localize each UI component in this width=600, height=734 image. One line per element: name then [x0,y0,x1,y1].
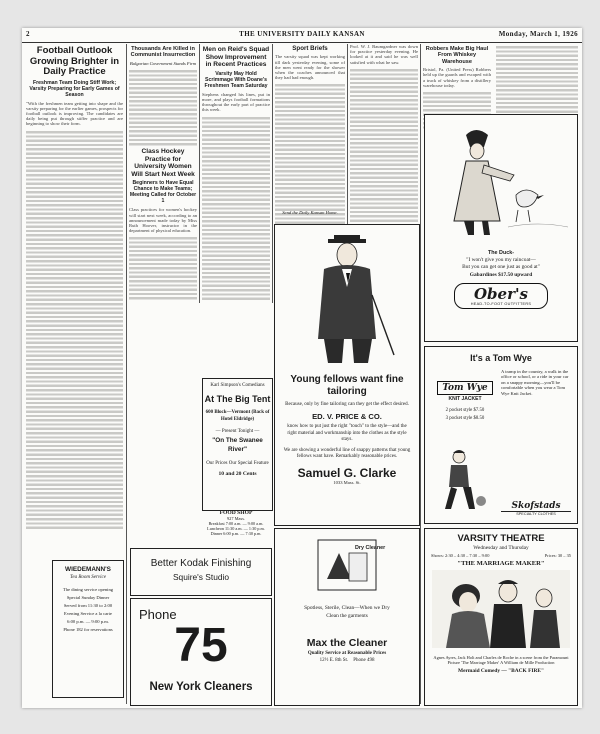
big-tent-show: "On The Swanee River" [212,437,263,453]
wiedemanns-line: Evening Service a la carte [64,611,112,617]
column-divider [126,44,127,704]
clarke-address: 1033 Mass. St. [333,480,361,486]
kodak-ad [130,548,272,596]
max-line-2: Clean the garments [326,613,368,619]
big-tent-now: — Present Tonight — [215,429,260,434]
baumgardner-body: Prof. W. J. Baumgardner was down for practice yesterday evening. He looked at it and said he was well satisfied with what he saw. [350,44,418,65]
kodak-line-2: Squire's Studio [172,572,230,582]
tom-wye-price-1: 2 pocket style $7.50 [445,408,485,413]
kodak-line-1: Better Kodak Finishing [150,558,252,569]
robbers-headline: Robbers Make Big Haul From Whiskey Warehouse [425,46,489,65]
tom-wye-logo: Tom Wye [437,381,492,395]
varsity-prices: Prices: 30 – 35 [544,553,571,558]
big-tent-location: 600 Block—Vermont (Back of Hotel Eldridge) [205,410,270,422]
clarke-firm: ED. V. PRICE & CO. [312,412,382,422]
food-shop-line: Luncheon 11:30 a.m. — 1:30 p.m. [207,526,265,532]
samuel-clarke-ad [274,224,420,526]
food-shop-line: Breakfast 7:00 a.m. — 9:00 a.m. [208,521,264,527]
new-york-cleaners-ad [130,598,272,706]
varsity-title: VARSITY THEATRE [457,533,545,544]
max-address: 12½ E. 8th St. [319,658,349,663]
varsity-when: Wednesday and Thursday [473,545,529,551]
food-shop-line: Dinner 6:00 p.m. — 7:30 p.m. [210,531,262,537]
article-text-lines [26,129,123,529]
masthead [22,30,582,42]
insurrection-byline: Bulgarian Government Stands Firm [129,60,197,66]
duck-raincoat-illustration [426,115,576,245]
varsity-comedy: Mermaid Comedy — "BACK FIRE" [458,668,544,675]
send-home-text: Send the Daily Kansan Home. [282,210,338,215]
dry-cleaner-tag: Dry Cleaner [355,545,386,551]
wiedemanns-ad [52,560,124,698]
robbers-body: Bristol, Pa. (United Press) Robbers held up the guards and escaped with a truck of whiskey from a distillery warehouse today. [423,67,491,88]
hiker-illustration [433,447,493,513]
paper-title: THE UNIVERSITY DAILY KANSAN [239,30,365,38]
column-baumgardner [350,44,418,224]
tom-wye-headline: It's a Tom Wye [470,353,532,363]
wiedemanns-line: Special Sunday Dinner [66,595,110,601]
big-tent-prices: 10 and 20 Cents [218,471,257,477]
wiedemanns-line: The dining service opening [62,587,114,593]
wiedemanns-line: 6:00 p.m. — 9:00 p.m. [67,619,109,625]
clarke-body-2: know how to put just the right "touch" to the style—and the right material and workmanship into the clothes as the style stays. [287,424,407,443]
cleaners-number: 75 [174,619,228,672]
obers-line3: But you can get one just as good at" [462,264,540,270]
max-cleaner-ad [274,528,420,706]
wiedemanns-sub: Tea Room Service [70,575,106,581]
issue-date: Monday, March 1, 1926 [498,30,578,38]
max-line-1: Spotless, Sterile, Clean—When we Dry [304,605,390,611]
tom-wye-sig: Skofstads [501,501,571,512]
clarke-signature: Samuel G. Clarke [297,466,397,481]
film-still-illustration [432,570,570,648]
max-name: Max the Cleaner [306,637,388,649]
clarke-headline: Young fellows want fine tailoring [290,374,404,397]
varsity-theatre-ad [424,528,578,706]
big-tent-ad [202,378,273,511]
food-shop [202,510,270,542]
squad-headline: Men on Reid's Squad Show Improvement in Recent Practices [202,46,270,69]
big-tent-intro: Karl Simpson's Comedians [210,383,265,388]
obers-line2: "I won't give you my raincoat— [466,257,536,263]
article-text-lines [202,115,270,300]
masthead-rule [22,42,582,43]
wiedemanns-lines [53,586,123,634]
tom-wye-sig-sub: SPECIALTY CLOTHES [516,512,556,516]
column-squad [202,44,270,300]
tom-wye-body: A tramp in the country, a walk in the office or school, or a ride in your car on a snappy morning—you'll be comfortable when you wear a Tom Wye Knit Jacket. [501,369,569,396]
food-shop-sub: 927 Mass. [226,516,246,521]
varsity-cast: Agnes Ayres, Jack Holt and Charles de Roche in a scene from the Paramount Picture 'The Marriage Maker' A William de Mille Production [433,655,569,666]
hockey-headline: Class Hockey Practice for University Women Will Start Next Week [131,148,195,178]
max-phone: Phone 498 [353,658,375,663]
article-text-lines [350,67,418,224]
page-number: 2 [26,30,30,38]
cleaners-phone-word: Phone [139,607,177,622]
hockey-subhead: Beginners to Have Equal Chance to Make Teams; Meeting Called for October 1 [129,180,197,205]
column-divider [199,44,200,303]
max-contact [275,657,419,664]
obers-brand-sub: HEAD-TO-FOOT OUTFITTERS [470,302,532,306]
tom-wye-logo-sub: KNIT JACKET [448,396,482,402]
obers-price: Gabardines $17.50 upward [469,272,533,278]
wiedemanns-title: WIEDEMANN'S [65,566,111,573]
tom-wye-logo-block [435,377,495,421]
article-text-lines [129,68,197,146]
clarke-body-3: We are showing a wonderful line of snappy patterns that young fellows want have. Remarkably reasonable prices. [283,447,411,460]
hockey-body: Class practices for women's hockey will start next week, according to an announcement made today by Miss Ruth Hoover, instructor in the department of physical education. [129,207,197,234]
tom-wye-ad [424,346,578,524]
gentleman-illustration [276,225,418,365]
big-tent-title: At The Big Tent [204,394,271,404]
varsity-shows: Shows: 2:30 – 4:30 – 7:30 – 9:00 [431,553,490,558]
food-shop-title: FOOD SHOP [219,510,253,516]
tom-wye-sig-block [501,501,571,516]
obers-line1: The Duck- [487,250,515,256]
cleaners-name: New York Cleaners [149,681,253,693]
food-shop-hours [202,521,270,536]
article-text-lines [129,235,197,300]
varsity-film: "THE MARRIAGE MAKER" [457,560,545,567]
column-news [129,44,197,300]
sport-briefs-body: The varsity squad was kept working till dark yesterday evening, some of the men went ready for the shower when the coaches announced that they had had enough. [275,54,345,81]
squad-body: Stephens changed his lines, put in more, and plays football formations throughout the early part of practice this week. [202,91,270,113]
column-divider [420,44,421,704]
newspaper-page [22,28,582,708]
varsity-schedule [425,552,577,559]
obers-ad [424,114,578,342]
obers-brand: Ober's [473,285,529,303]
football-headline: Football Outlook Growing Brighter in Daily Practice [29,45,120,77]
send-home-note [275,210,345,220]
wiedemanns-line: Phone 182 for reservations [63,627,113,633]
wiedemanns-line: Served from 11:30 to 2:00 [63,603,113,609]
tom-wye-price-2: 3 pocket style $8.50 [445,416,485,421]
football-subhead: Freshman Team Doing Stiff Work; Varsity Preparing for Early Games of Season [29,79,120,98]
insurrection-headline: Thousands Are Killed in Communist Insurrection [130,46,196,59]
sport-briefs-headline: Sport Briefs [292,45,328,52]
obers-logo [454,283,548,309]
column-divider [272,44,273,303]
football-body: "With the freshmen team getting into shape and the varsity preparing for the earlier games, prospects for football outlook is improving. The candidates are daily being put through stiffer practice and are beginning to show their form. [26,100,123,127]
clarke-body: Because, only by fine tailoring can they get the effect desired. [285,402,409,407]
squad-subhead: Varsity May Hold Scrimmage With Doane's Freshmen Team Saturday [204,70,268,89]
max-slogan: Quality Service at Reasonable Prices [307,651,387,656]
big-tent-prices-line: Our Prices Our Special Feature [206,461,269,466]
column-football [26,44,123,564]
